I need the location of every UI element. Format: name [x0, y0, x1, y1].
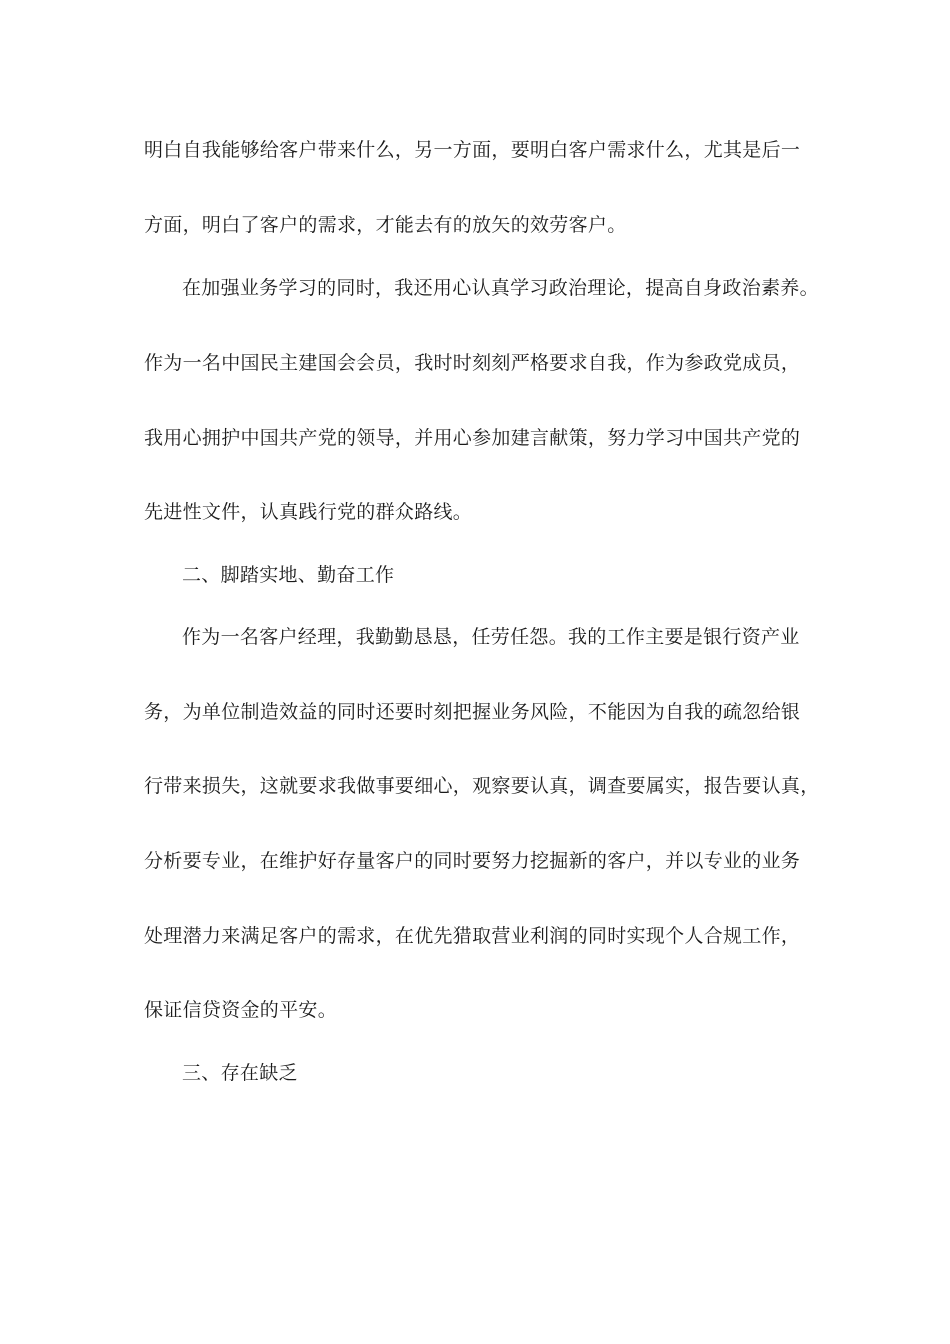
paragraph-line: 作为一名中国民主建国会会员，我时时刻刻严格要求自我，作为参政党成员， [144, 352, 801, 374]
paragraph-line: 在加强业务学习的同时，我还用心认真学习政治理论，提高自身政治素养。 [182, 277, 819, 299]
paragraph-line: 分析要专业，在维护好存量客户的同时要努力挖掘新的客户，并以专业的业务 [144, 850, 801, 872]
paragraph-line: 明白自我能够给客户带来什么，另一方面，要明白客户需求什么，尤其是后一 [144, 139, 801, 161]
paragraph-line: 方面，明白了客户的需求，才能去有的放矢的效劳客户。 [144, 214, 627, 236]
paragraph-line: 保证信贷资金的平安。 [144, 999, 338, 1021]
paragraph-line: 务，为单位制造效益的同时还要时刻把握业务风险，不能因为自我的疏忽给银 [144, 701, 801, 723]
section-heading: 二、脚踏实地、勤奋工作 [182, 564, 395, 586]
paragraph-line: 行带来损失，这就要求我做事要细心，观察要认真，调查要属实，报告要认真， [144, 775, 820, 797]
paragraph-line: 先进性文件，认真践行党的群众路线。 [144, 501, 473, 523]
paragraph-line: 处理潜力来满足客户的需求，在优先猎取营业利润的同时实现个人合规工作， [144, 925, 801, 947]
section-heading: 三、存在缺乏 [182, 1062, 298, 1084]
paragraph-line: 我用心拥护中国共产党的领导，并用心参加建言献策，努力学习中国共产党的 [144, 427, 801, 449]
paragraph-line: 作为一名客户经理，我勤勤恳恳，任劳任怨。我的工作主要是银行资产业 [182, 626, 800, 648]
